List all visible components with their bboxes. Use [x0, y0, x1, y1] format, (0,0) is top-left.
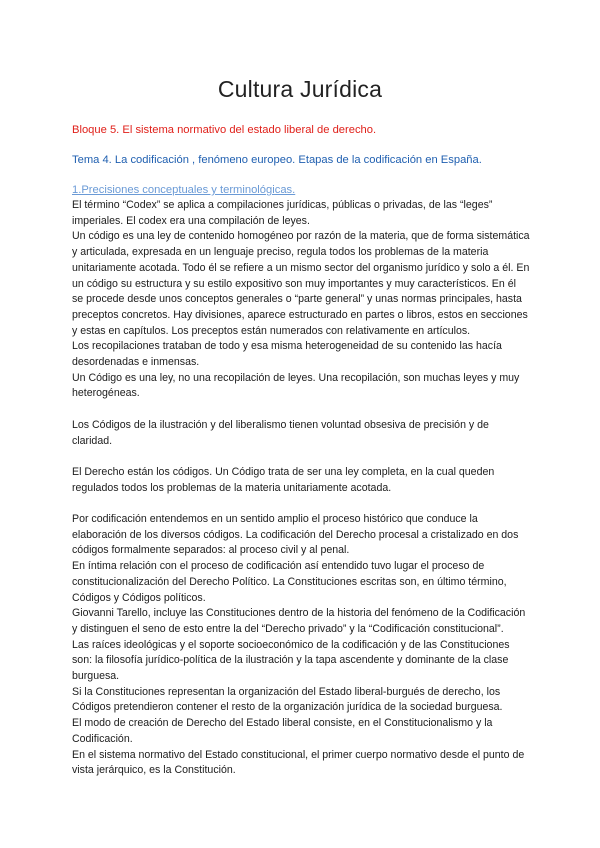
paragraph: El Derecho están los códigos. Un Código trata de ser una ley completa, en la cual queden regulados todos los problemas de la materia unitariamente acotada.: [72, 465, 495, 494]
paragraph: Las raíces ideológicas y el soporte socioeconómico de la codificación y de las Constituciones son: la filosofía jurídico-política de la ilustración y la tapa ascendente y dominante de la clase burguesa.: [72, 638, 510, 683]
paragraph: Si la Constituciones representan la organización del Estado liberal-burgués de derecho, los Códigos pretendieron contener el resto de la organización jurídica de la sociedad burguesa.: [72, 685, 503, 714]
tema-heading: Tema 4. La codificación , fenómeno europeo. Etapas de la codificación en España.: [72, 154, 482, 166]
bloque-heading: Bloque 5. El sistema normativo del estado liberal de derecho.: [72, 124, 377, 136]
paragraph: Giovanni Tarello, incluye las Constituciones dentro de la historia del fenómeno de la Codificación y distinguen el seno de esto entre la del “Derecho privado” y la “Codificación constitucional”.: [72, 607, 526, 635]
paragraph: Los Códigos de la ilustración y del liberalismo tienen voluntad obsesiva de precisión y de claridad.: [72, 418, 489, 447]
section-heading-link[interactable]: 1.Precisiones conceptuales y terminológicas.: [72, 184, 296, 196]
paragraph: Por codificación entendemos en un sentido amplio el proceso histórico que conduce la elaboración de los diversos códigos. La codificación del Derecho procesal a cristalizado en dos códigos formalmente separados: al proceso civil y al penal.: [72, 513, 519, 557]
page-title: Cultura Jurídica: [217, 76, 383, 102]
paragraph: Los recopilaciones trataban de todo y esa misma heterogeneidad de su contenido las hacía desordenadas e inmensas.: [72, 340, 502, 369]
paragraph: En íntima relación con el proceso de codificación así entendido tuvo lugar el proceso de constitucionalización del Derecho Político. La Constituciones escritas son, en último término, Códigos y Códigos políticos.: [72, 560, 507, 604]
paragraph: Un código es una ley de contenido homogéneo por razón de la materia, que de forma sistemática y articulada, expresada en un lenguaje preciso, regula todos los problemas de la materia unitariamente acotada. Todo él se refiere a un mismo sector del organismo jurídico y solo a él. En un código su estructura y su estilo expositivo son muy importantes y muy característicos. En él se procede desde unos conceptos generales o “parte general” y unas normas principales, hasta preceptos concretos. Hay divisiones, aparece estructurado en partes o libros, estos en secciones y estas en capítulos. Los preceptos están numerados con relativamente en artículos.: [72, 230, 530, 337]
paragraph: Un Código es una ley, no una recopilación de leyes. Una recopilación, son muchas leyes y muy heterogéneas.: [72, 371, 520, 400]
paragraph: El modo de creación de Derecho del Estado liberal consiste, en el Constitucionalismo y la Codificación.: [72, 717, 493, 745]
body-text: [72, 198, 530, 779]
paragraph: El término “Codex” se aplica a compilaciones jurídicas, públicas o privadas, de las “leges” imperiales. El codex era una compilación de leyes.: [72, 199, 493, 227]
paragraph: En el sistema normativo del Estado constitucional, el primer cuerpo normativo desde el punto de vista jerárquico, es la Constitución.: [72, 748, 525, 777]
